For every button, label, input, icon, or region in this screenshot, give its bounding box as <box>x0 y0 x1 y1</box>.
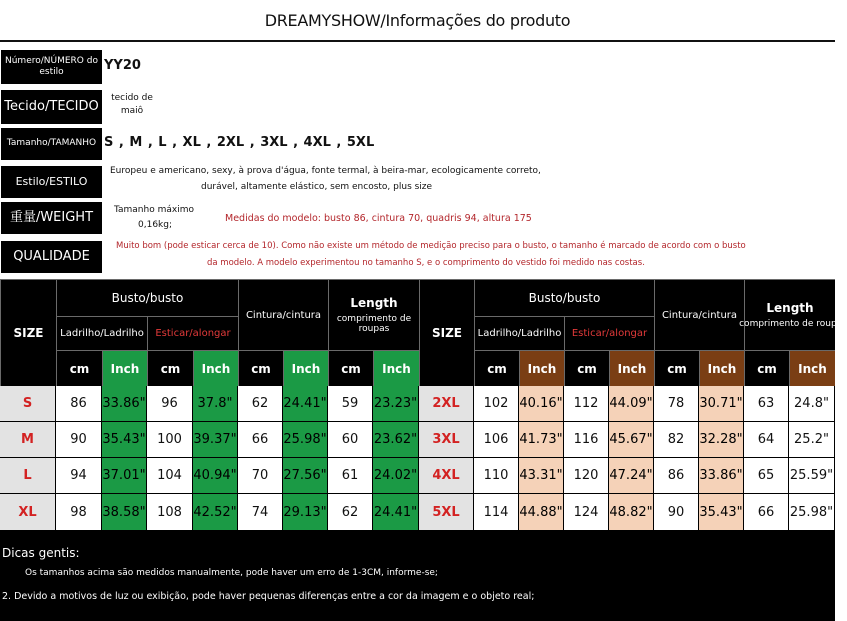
size-header: SIZE <box>0 279 56 386</box>
length-inch-cell: 23.62" <box>373 422 419 458</box>
unit-cm: cm <box>654 350 699 386</box>
bust-inch-cell: 38.58" <box>102 494 147 531</box>
unit-cm: cm <box>564 350 609 386</box>
size-cell: 5XL <box>419 494 474 531</box>
unit-inch: Inch <box>699 350 744 386</box>
note-measurement: Os tamanhos acima são medidos manualmente, pode haver um erro de 1-3CM, informe-se; <box>25 568 438 578</box>
length-header <box>328 279 419 350</box>
style-value-line2: durável, altamente elástico, sem encosto, plus size <box>201 182 433 192</box>
waist-cm-cell: 78 <box>654 386 699 422</box>
unit-inch: Inch <box>519 350 564 386</box>
page-title: DREAMYSHOW/Informações do produto <box>264 11 571 30</box>
stretch-inch-cell: 42.52" <box>193 494 238 531</box>
stretch-cm-cell: 120 <box>564 458 609 494</box>
unit-inch: Inch <box>789 350 835 386</box>
size-cell: L <box>0 458 56 494</box>
length-inch-cell: 24.02" <box>373 458 419 494</box>
waist-cm-cell: 70 <box>238 458 283 494</box>
waist-inch-cell: 35.43" <box>699 494 744 531</box>
length-cm-cell: 60 <box>328 422 373 458</box>
bust-inch-cell: 43.31" <box>519 458 564 494</box>
bust-inch-cell: 37.01" <box>102 458 147 494</box>
waist-cm-cell: 74 <box>238 494 283 531</box>
stretch-cm-cell: 100 <box>147 422 193 458</box>
waist-cm-cell: 82 <box>654 422 699 458</box>
unit-cm: cm <box>56 350 102 386</box>
bust-cm-cell: 114 <box>474 494 519 531</box>
length-cm-cell: 62 <box>328 494 373 531</box>
size-cell: XL <box>0 494 56 531</box>
unit-cm: cm <box>238 350 283 386</box>
stretch-cm-cell: 116 <box>564 422 609 458</box>
length-cm-cell: 59 <box>328 386 373 422</box>
length-inch-cell: 25.59" <box>789 458 835 494</box>
stretch-inch-cell: 44.09" <box>609 386 654 422</box>
length-inch-cell: 25.2" <box>789 422 835 458</box>
bust-header: Busto/busto <box>56 279 238 316</box>
stretch-inch-cell: 39.37" <box>193 422 238 458</box>
unit-inch: Inch <box>283 350 328 386</box>
style-label: Estilo/ESTILO <box>1 166 102 198</box>
bust-cm-cell: 102 <box>474 386 519 422</box>
size-cell: 3XL <box>419 422 474 458</box>
size-cell: M <box>0 422 56 458</box>
waist-inch-cell: 29.13" <box>283 494 328 531</box>
size-value: S , M , L , XL , 2XL , 3XL , 4XL , 5XL <box>104 135 375 150</box>
stretch-cm-cell: 96 <box>147 386 193 422</box>
unit-inch: Inch <box>193 350 238 386</box>
waist-cm-cell: 86 <box>654 458 699 494</box>
waist-inch-cell: 33.86" <box>699 458 744 494</box>
notes-title: Dicas gentis: <box>2 546 80 560</box>
style-number-label: Número/NÚMERO do estilo <box>1 50 102 84</box>
length-cm-cell: 61 <box>328 458 373 494</box>
waist-header: Cintura/cintura <box>238 279 328 350</box>
bust-cm-cell: 106 <box>474 422 519 458</box>
waist-inch-cell: 30.71" <box>699 386 744 422</box>
length-inch-cell: 24.8" <box>789 386 835 422</box>
stretch-inch-cell: 40.94" <box>193 458 238 494</box>
waist-inch-cell: 24.41" <box>283 386 328 422</box>
stretch-cm-cell: 124 <box>564 494 609 531</box>
unit-inch: Inch <box>102 350 147 386</box>
length-title: Length <box>766 301 814 315</box>
tile-subheader: Ladrilho/Ladrilho <box>474 316 564 350</box>
size-cell: 2XL <box>419 386 474 422</box>
style-number-value: YY20 <box>104 58 141 73</box>
length-subtitle: comprimento de roupas <box>336 314 412 334</box>
bust-inch-cell: 41.73" <box>519 422 564 458</box>
fabric-label: Tecido/TECIDO <box>1 90 102 124</box>
unit-cm: cm <box>328 350 373 386</box>
stretch-cm-cell: 104 <box>147 458 193 494</box>
waist-cm-cell: 66 <box>238 422 283 458</box>
size-cell: S <box>0 386 56 422</box>
bust-inch-cell: 35.43" <box>102 422 147 458</box>
note-color: 2. Devido a motivos de luz ou exibição, pode haver pequenas diferenças entre a cor da imagem e o objeto real; <box>2 591 535 602</box>
notes-section <box>0 531 835 621</box>
style-value-line1: Europeu e americano, sexy, à prova d'água, fonte termal, à beira-mar, ecologicamente correto, <box>110 166 541 176</box>
quality-value-line2: da modelo. A modelo experimentou no tamanho S, e o comprimento do vestido foi medido nas costas. <box>207 258 645 268</box>
length-title: Length <box>350 296 398 310</box>
length-cm-cell: 66 <box>744 494 789 531</box>
length-header <box>739 279 847 350</box>
length-cm-cell: 65 <box>744 458 789 494</box>
weight-label: 重量/WEIGHT <box>1 202 102 234</box>
quality-value-line1: Muito bom (pode esticar cerca de 10). Como não existe um método de medição preciso para o busto, o tamanho é marcado de acordo com o busto <box>116 241 746 251</box>
weight-value-line1: Tamanho máximo <box>114 205 194 215</box>
fabric-value: tecido de maiô <box>111 93 153 117</box>
length-inch-cell: 25.98" <box>789 494 835 531</box>
model-measurements: Medidas do modelo: busto 86, cintura 70, quadris 94, altura 175 <box>225 213 532 224</box>
stretch-subheader: Esticar/alongar <box>147 316 238 350</box>
bust-inch-cell: 44.88" <box>519 494 564 531</box>
length-inch-cell: 24.41" <box>373 494 419 531</box>
bust-cm-cell: 94 <box>56 458 102 494</box>
stretch-inch-cell: 47.24" <box>609 458 654 494</box>
title-divider <box>0 40 835 42</box>
bust-cm-cell: 86 <box>56 386 102 422</box>
title-bar <box>0 0 835 44</box>
waist-inch-cell: 25.98" <box>283 422 328 458</box>
bust-inch-cell: 33.86" <box>102 386 147 422</box>
size-table <box>0 279 847 531</box>
stretch-inch-cell: 37.8" <box>193 386 238 422</box>
length-subtitle: comprimento de roupas <box>739 319 847 329</box>
unit-inch: Inch <box>609 350 654 386</box>
waist-cm-cell: 62 <box>238 386 283 422</box>
length-inch-cell: 23.23" <box>373 386 419 422</box>
stretch-inch-cell: 48.82" <box>609 494 654 531</box>
stretch-cm-cell: 112 <box>564 386 609 422</box>
length-cm-cell: 63 <box>744 386 789 422</box>
bust-cm-cell: 90 <box>56 422 102 458</box>
unit-cm: cm <box>147 350 193 386</box>
stretch-cm-cell: 108 <box>147 494 193 531</box>
quality-label: QUALIDADE <box>1 241 102 273</box>
unit-inch: Inch <box>373 350 419 386</box>
bust-header: Busto/busto <box>474 279 654 316</box>
weight-value-line2: 0,16kg; <box>138 220 172 230</box>
stretch-subheader: Esticar/alongar <box>564 316 654 350</box>
length-cm-cell: 64 <box>744 422 789 458</box>
bust-cm-cell: 98 <box>56 494 102 531</box>
waist-header: Cintura/cintura <box>654 279 744 350</box>
size-cell: 4XL <box>419 458 474 494</box>
tile-subheader: Ladrilho/Ladrilho <box>56 316 147 350</box>
unit-cm: cm <box>474 350 519 386</box>
bust-cm-cell: 110 <box>474 458 519 494</box>
stretch-inch-cell: 45.67" <box>609 422 654 458</box>
waist-inch-cell: 27.56" <box>283 458 328 494</box>
waist-cm-cell: 90 <box>654 494 699 531</box>
bust-inch-cell: 40.16" <box>519 386 564 422</box>
unit-cm: cm <box>744 350 789 386</box>
waist-inch-cell: 32.28" <box>699 422 744 458</box>
size-header: SIZE <box>419 279 474 386</box>
size-label: Tamanho/TAMANHO <box>1 128 102 160</box>
